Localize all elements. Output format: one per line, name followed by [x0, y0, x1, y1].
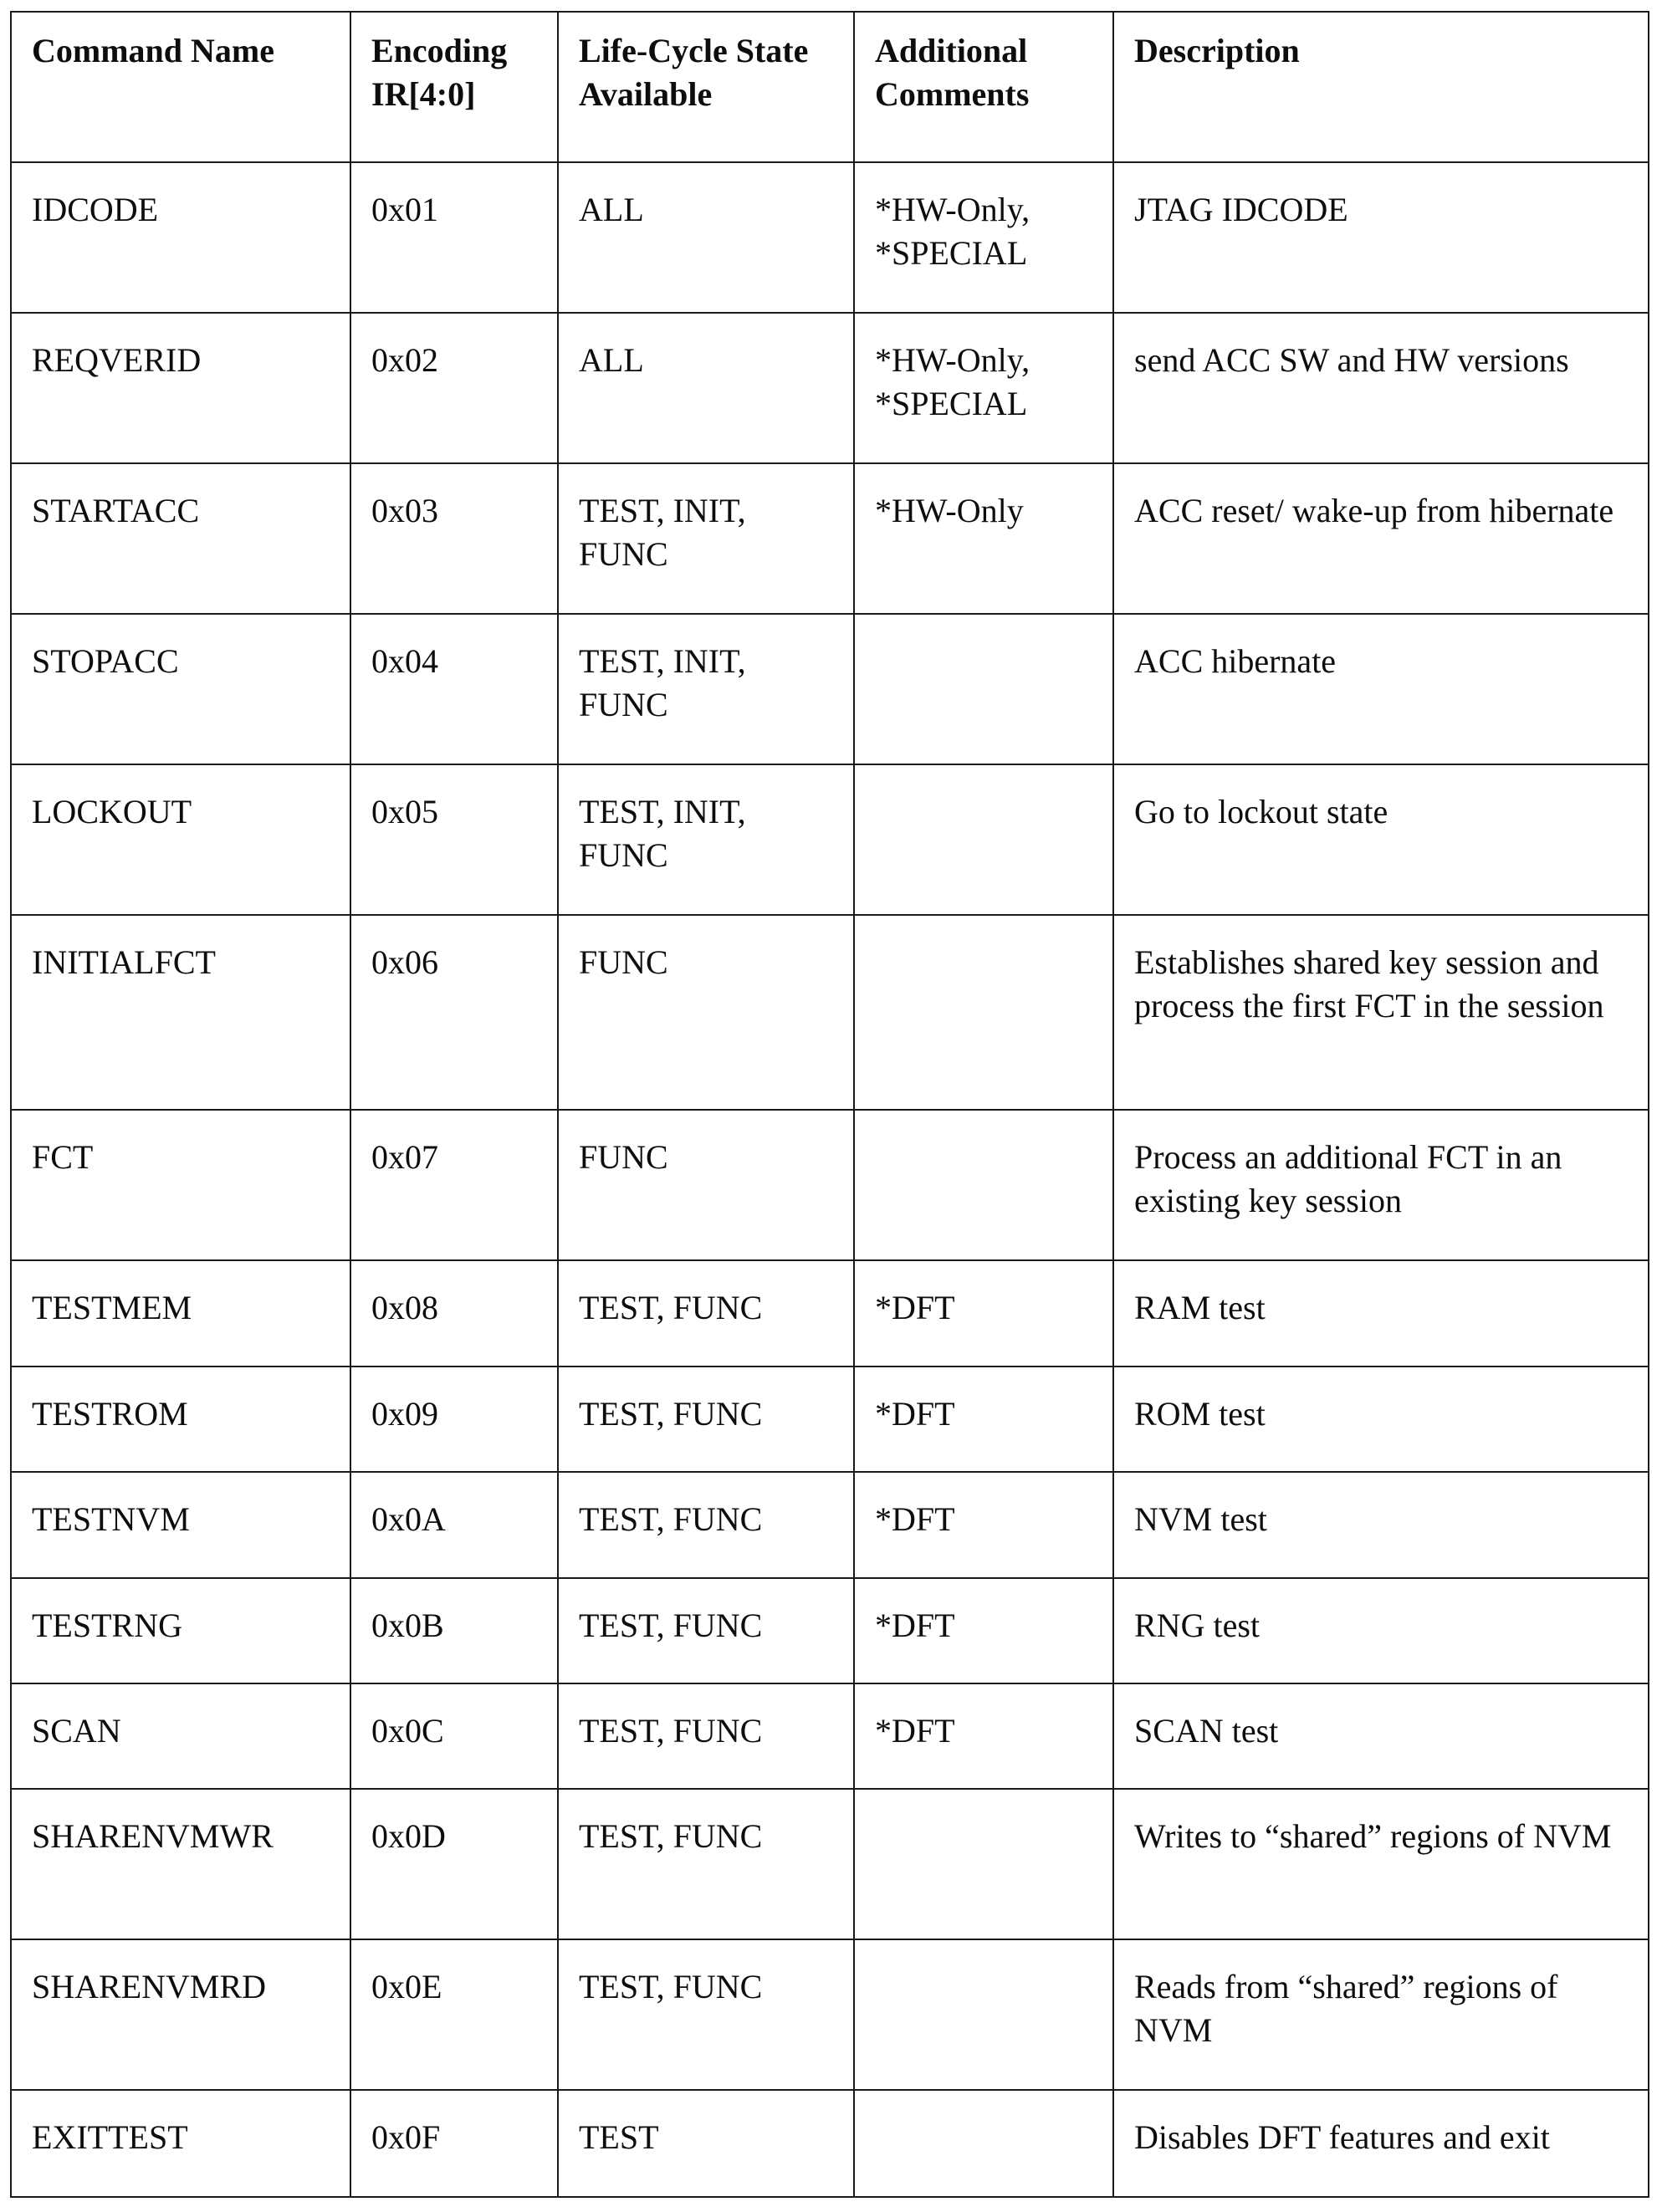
comments-cell: *HW-Only, *SPECIAL — [854, 313, 1113, 463]
life-cycle-state-cell: TEST, INIT, FUNC — [558, 764, 854, 915]
command-name-cell: TESTMEM — [11, 1260, 350, 1367]
comments-cell — [854, 614, 1113, 764]
encoding-cell: 0x0D — [350, 1789, 558, 1939]
encoding-cell: 0x0E — [350, 1939, 558, 2090]
life-cycle-state-cell: TEST, FUNC — [558, 1939, 854, 2090]
life-cycle-state-cell: TEST, FUNC — [558, 1578, 854, 1683]
comments-cell: *DFT — [854, 1260, 1113, 1367]
comments-cell: *DFT — [854, 1578, 1113, 1683]
table-row — [11, 915, 1649, 1110]
description-cell: NVM test — [1113, 1472, 1649, 1578]
description-cell: Disables DFT features and exit — [1113, 2090, 1649, 2197]
header-row — [11, 12, 1649, 162]
command-name-cell: TESTROM — [11, 1367, 350, 1472]
command-name-cell: IDCODE — [11, 162, 350, 313]
table-row — [11, 313, 1649, 463]
command-name-cell: TESTNVM — [11, 1472, 350, 1578]
description-cell: Establishes shared key session and process the first FCT in the session — [1113, 915, 1649, 1110]
command-name-cell: FCT — [11, 1110, 350, 1260]
encoding-cell: 0x0A — [350, 1472, 558, 1578]
comments-cell — [854, 915, 1113, 1110]
encoding-cell: 0x01 — [350, 162, 558, 313]
description-cell: SCAN test — [1113, 1683, 1649, 1789]
table-row — [11, 162, 1649, 313]
encoding-cell: 0x07 — [350, 1110, 558, 1260]
encoding-cell: 0x09 — [350, 1367, 558, 1472]
description-cell: RNG test — [1113, 1578, 1649, 1683]
comments-cell: *HW-Only — [854, 463, 1113, 614]
description-cell: ACC reset/ wake-up from hibernate — [1113, 463, 1649, 614]
table-body — [11, 162, 1649, 2197]
command-name-cell: TESTRNG — [11, 1578, 350, 1683]
command-name-cell: EXITTEST — [11, 2090, 350, 2197]
description-cell: Process an additional FCT in an existing key session — [1113, 1110, 1649, 1260]
encoding-cell: 0x03 — [350, 463, 558, 614]
life-cycle-state-cell: FUNC — [558, 915, 854, 1110]
description-cell: RAM test — [1113, 1260, 1649, 1367]
comments-cell — [854, 2090, 1113, 2197]
table-row — [11, 764, 1649, 915]
comments-cell: *DFT — [854, 1367, 1113, 1472]
table-row — [11, 1939, 1649, 2090]
command-name-cell: STOPACC — [11, 614, 350, 764]
comments-cell: *HW-Only, *SPECIAL — [854, 162, 1113, 313]
header-encoding: Encoding IR[4:0] — [350, 12, 558, 162]
comments-cell — [854, 1939, 1113, 2090]
comments-cell — [854, 1110, 1113, 1260]
table-row — [11, 1367, 1649, 1472]
life-cycle-state-cell: TEST, INIT, FUNC — [558, 614, 854, 764]
life-cycle-state-cell: FUNC — [558, 1110, 854, 1260]
table-row — [11, 1683, 1649, 1789]
table-row — [11, 2090, 1649, 2197]
description-cell: Go to lockout state — [1113, 764, 1649, 915]
encoding-cell: 0x0F — [350, 2090, 558, 2197]
encoding-cell: 0x04 — [350, 614, 558, 764]
table-row — [11, 1260, 1649, 1367]
comments-cell: *DFT — [854, 1472, 1113, 1578]
encoding-cell: 0x02 — [350, 313, 558, 463]
command-name-cell: SCAN — [11, 1683, 350, 1789]
command-name-cell: REQVERID — [11, 313, 350, 463]
description-cell: JTAG IDCODE — [1113, 162, 1649, 313]
description-cell: ACC hibernate — [1113, 614, 1649, 764]
encoding-cell: 0x06 — [350, 915, 558, 1110]
description-cell: Reads from “shared” regions of NVM — [1113, 1939, 1649, 2090]
command-name-cell: SHARENVMRD — [11, 1939, 350, 2090]
life-cycle-state-cell: TEST — [558, 2090, 854, 2197]
life-cycle-state-cell: ALL — [558, 162, 854, 313]
life-cycle-state-cell: ALL — [558, 313, 854, 463]
description-cell: send ACC SW and HW versions — [1113, 313, 1649, 463]
command-name-cell: STARTACC — [11, 463, 350, 614]
comments-cell: *DFT — [854, 1683, 1113, 1789]
header-additional-comments: Additional Comments — [854, 12, 1113, 162]
encoding-cell: 0x05 — [350, 764, 558, 915]
life-cycle-state-cell: TEST, FUNC — [558, 1367, 854, 1472]
life-cycle-state-cell: TEST, FUNC — [558, 1683, 854, 1789]
table-row — [11, 1789, 1649, 1939]
description-cell: ROM test — [1113, 1367, 1649, 1472]
description-cell: Writes to “shared” regions of NVM — [1113, 1789, 1649, 1939]
encoding-cell: 0x08 — [350, 1260, 558, 1367]
command-name-cell: SHARENVMWR — [11, 1789, 350, 1939]
command-table — [10, 11, 1649, 2198]
comments-cell — [854, 764, 1113, 915]
table-row — [11, 1472, 1649, 1578]
comments-cell — [854, 1789, 1113, 1939]
life-cycle-state-cell: TEST, FUNC — [558, 1789, 854, 1939]
header-life-cycle-state: Life-Cycle State Available — [558, 12, 854, 162]
command-name-cell: INITIALFCT — [11, 915, 350, 1110]
table-row — [11, 463, 1649, 614]
header-command-name: Command Name — [11, 12, 350, 162]
table-row — [11, 1578, 1649, 1683]
table-row — [11, 1110, 1649, 1260]
life-cycle-state-cell: TEST, FUNC — [558, 1260, 854, 1367]
command-name-cell: LOCKOUT — [11, 764, 350, 915]
header-description: Description — [1113, 12, 1649, 162]
life-cycle-state-cell: TEST, INIT, FUNC — [558, 463, 854, 614]
encoding-cell: 0x0B — [350, 1578, 558, 1683]
life-cycle-state-cell: TEST, FUNC — [558, 1472, 854, 1578]
encoding-cell: 0x0C — [350, 1683, 558, 1789]
table-row — [11, 614, 1649, 764]
